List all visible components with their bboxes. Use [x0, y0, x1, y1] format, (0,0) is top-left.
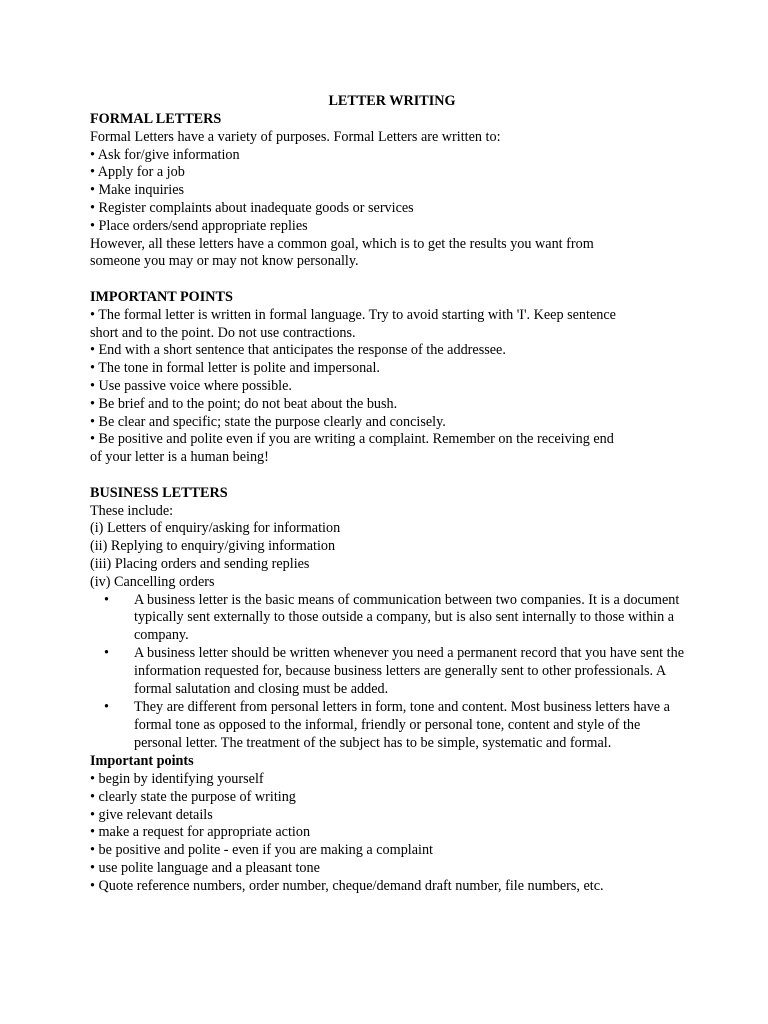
- business-letter-type: (iii) Placing orders and sending replies: [90, 555, 310, 572]
- business-point-item: • clearly state the purpose of writing: [90, 788, 296, 805]
- section-gap: [90, 467, 690, 485]
- business-point-item: • make a request for appropriate action: [90, 824, 311, 841]
- business-letter-bullet: • A business letter is the basic means of communication between two companies. It is a document typically sent externally to those outside a company, but is also sent internally to those within a company.: [134, 592, 690, 645]
- business-letter-bullet: • A business letter should be written whenever you need a permanent record that you have sent the information requested for, because business letters are generally sent to other professionals. A formal salutation and closing must be added.: [134, 645, 690, 698]
- formal-purpose-item: • Place orders/send appropriate replies: [90, 217, 308, 234]
- business-point-item: • use polite language and a pleasant tone: [90, 859, 320, 876]
- section-gap: [90, 271, 690, 289]
- important-point-line: • The tone in formal letter is polite and impersonal.: [90, 360, 380, 377]
- important-point-line: short and to the point. Do not use contractions.: [90, 324, 356, 341]
- important-point-line: • Use passive voice where possible.: [90, 377, 292, 394]
- business-letter-type: (i) Letters of enquiry/asking for information: [90, 520, 341, 537]
- business-letter-bullets: [90, 592, 690, 753]
- important-points-heading: IMPORTANT POINTS: [90, 288, 233, 305]
- formal-purpose-item: • Apply for a job: [90, 164, 185, 181]
- important-point-line: of your letter is a human being!: [90, 449, 269, 466]
- business-important-points-heading: Important points: [90, 753, 194, 770]
- important-point-line: • The formal letter is written in formal language. Try to avoid starting with 'I'. Keep sentence: [90, 306, 616, 323]
- formal-purpose-item: • Make inquiries: [90, 182, 185, 199]
- business-letter-bullet: • They are different from personal letters in form, tone and content. Most business letters have a formal tone as opposed to the informal, friendly or personal tone, content and style of the personal letter. The treatment of the subject has to be simple, systematic and formal.: [134, 699, 690, 752]
- formal-purpose-item: • Ask for/give information: [90, 146, 240, 163]
- business-letters-intro: These include:: [90, 502, 174, 519]
- important-point-line: • Be brief and to the point; do not beat about the bush.: [90, 395, 398, 412]
- formal-letters-intro: Formal Letters have a variety of purposes. Formal Letters are written to:: [90, 128, 501, 145]
- formal-purpose-item: • Register complaints about inadequate goods or services: [90, 199, 414, 216]
- business-letter-type: (iv) Cancelling orders: [90, 573, 215, 590]
- business-point-item: • Quote reference numbers, order number, cheque/demand draft number, file numbers, etc.: [90, 877, 604, 894]
- document-title: LETTER WRITING: [328, 93, 456, 109]
- formal-closing-line: someone you may or may not know personally.: [90, 253, 359, 270]
- business-point-item: • give relevant details: [90, 806, 213, 823]
- important-point-line: • Be positive and polite even if you are writing a complaint. Remember on the receiving end: [90, 431, 614, 448]
- document-page: [90, 92, 690, 896]
- formal-letters-heading: FORMAL LETTERS: [90, 111, 222, 127]
- business-point-item: • be positive and polite - even if you are making a complaint: [90, 842, 434, 859]
- business-letter-type: (ii) Replying to enquiry/giving information: [90, 538, 336, 555]
- formal-closing-line: However, all these letters have a common goal, which is to get the results you want from: [90, 235, 594, 252]
- business-point-item: • begin by identifying yourself: [90, 770, 264, 787]
- important-point-line: • End with a short sentence that anticipates the response of the addressee.: [90, 342, 506, 359]
- important-point-line: • Be clear and specific; state the purpose clearly and concisely.: [90, 413, 446, 430]
- business-letters-heading: BUSINESS LETTERS: [90, 484, 228, 501]
